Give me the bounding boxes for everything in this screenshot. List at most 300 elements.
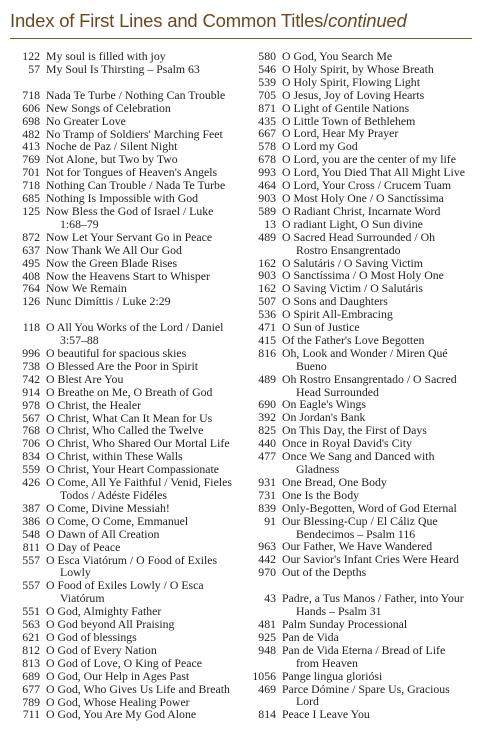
hymn-number: 482 xyxy=(22,126,40,141)
hymn-number: 685 xyxy=(22,191,40,206)
index-entry xyxy=(14,644,240,657)
hymn-title xyxy=(282,644,474,670)
index-entry xyxy=(14,360,240,373)
hymn-title xyxy=(46,115,240,128)
hymn-title-line: O Sacred Head Surrounded / Oh xyxy=(282,229,435,244)
hymn-title xyxy=(46,476,240,502)
hymn-title-continuation: from Heaven xyxy=(296,655,358,670)
hymn-title-line: Noche de Paz / Silent Night xyxy=(46,139,178,154)
index-entry xyxy=(250,476,474,489)
index-entry xyxy=(14,476,240,502)
hymn-title-line: O Dawn of All Creation xyxy=(46,526,160,541)
hymn-title-line: Nunc Dimíttis / Luke 2:29 xyxy=(46,294,171,309)
hymn-number: 996 xyxy=(22,346,40,361)
hymn-title xyxy=(282,334,474,347)
hymn-title-continuation: Bendecimos – Psalm 116 xyxy=(296,526,416,541)
index-entry xyxy=(14,244,240,257)
hymn-title-line: O Most Holy One / O Sanctíssima xyxy=(282,190,444,205)
hymn-title-line: O Christ, Who Called the Twelve xyxy=(46,423,204,438)
hymn-title xyxy=(46,644,240,657)
hymn-number: 811 xyxy=(22,539,40,554)
hymn-title-line: O Lord, Hear My Prayer xyxy=(282,126,399,141)
hymn-number: 118 xyxy=(22,320,40,335)
hymn-title-continuation: Bueno xyxy=(296,358,327,373)
index-entry xyxy=(14,554,240,580)
page-header xyxy=(10,0,472,39)
hymn-title-line: O Lord my God xyxy=(282,139,358,154)
hymn-title-line: O God beyond All Praising xyxy=(46,617,175,632)
hymn-title-line: Padre, a Tus Manos / Father, into Your xyxy=(282,591,464,606)
index-entry xyxy=(14,373,240,386)
hymn-title-line: O Christ, What Can It Mean for Us xyxy=(46,410,213,425)
hymn-number: 57 xyxy=(28,61,40,76)
hymn-title xyxy=(282,76,474,89)
index-entry xyxy=(250,618,474,631)
hymn-title-line: Oh, Look and Wonder / Miren Qué xyxy=(282,345,448,360)
hymn-number: 415 xyxy=(258,332,276,347)
hymn-title-line: O Sun of Justice xyxy=(282,320,360,335)
hymn-number: 705 xyxy=(258,87,276,102)
hymn-title-line: O Lord, You Died That All Might Live xyxy=(282,165,465,180)
hymn-number: 559 xyxy=(22,462,40,477)
hymn-number: 768 xyxy=(22,423,40,438)
hymn-number: 495 xyxy=(22,255,40,270)
hymn-number: 551 xyxy=(22,604,40,619)
hymn-number: 536 xyxy=(258,307,276,322)
index-entry xyxy=(14,657,240,670)
hymn-number: 13 xyxy=(264,216,276,231)
hymn-title-line: O Sanctíssima / O Most Holy One xyxy=(282,268,444,283)
hymn-title-line: O God, You Search Me xyxy=(282,49,393,63)
hymn-title xyxy=(282,102,474,115)
hymn-title xyxy=(282,592,474,618)
hymn-number: 839 xyxy=(258,500,276,515)
hymn-title-continuation: Viatórum xyxy=(60,591,105,606)
index-entry xyxy=(250,631,474,644)
hymn-number: 963 xyxy=(258,539,276,554)
hymn-number: 789 xyxy=(22,694,40,709)
index-entry xyxy=(14,502,240,515)
hymn-title-line: O Come, O Come, Emmanuel xyxy=(46,513,189,528)
hymn-title xyxy=(46,231,240,244)
hymn-title-line: O Day of Peace xyxy=(46,539,121,554)
hymn-title xyxy=(46,102,240,115)
hymn-number: 738 xyxy=(22,358,40,373)
index-entry xyxy=(250,450,474,476)
index-entry xyxy=(250,89,474,102)
index-entry xyxy=(14,63,240,76)
hymn-title xyxy=(46,554,240,580)
hymn-title xyxy=(46,541,240,554)
hymn-number: 557 xyxy=(22,578,40,593)
hymn-title-line: O God of blessings xyxy=(46,629,137,644)
hymn-number: 1056 xyxy=(252,668,276,683)
index-entry xyxy=(14,321,240,347)
index-entry xyxy=(14,670,240,683)
left-index-column xyxy=(14,50,240,721)
hymn-number: 125 xyxy=(22,203,40,218)
hymn-title-continuation: 1:68–79 xyxy=(60,216,99,231)
hymn-title-line: Our Father, We Have Wandered xyxy=(282,539,433,554)
hymn-title-line: Nada Te Turbe / Nothing Can Trouble xyxy=(46,87,226,102)
hymn-number: 489 xyxy=(258,229,276,244)
hymn-title xyxy=(46,657,240,670)
hymn-number: 701 xyxy=(22,165,40,180)
index-entry xyxy=(250,373,474,399)
hymn-number: 440 xyxy=(258,436,276,451)
hymn-title-line: Once We Sang and Danced with xyxy=(282,449,435,464)
hymn-title xyxy=(282,63,474,76)
hymn-number: 162 xyxy=(258,255,276,270)
hymn-number: 426 xyxy=(22,475,40,490)
hymn-number: 706 xyxy=(22,436,40,451)
hymn-number: 872 xyxy=(22,229,40,244)
hymn-title-line: O Salutáris / O Saving Victim xyxy=(282,255,423,270)
hymn-title xyxy=(46,347,240,360)
hymn-title-line: Now Bless the God of Israel / Luke xyxy=(46,203,214,218)
hymn-title-line: Pange lingua gloriósi xyxy=(282,668,383,683)
hymn-title-line: On Jordan's Bank xyxy=(282,410,366,425)
hymn-number: 489 xyxy=(258,371,276,386)
hymn-title-continuation: Head Surrounded xyxy=(296,384,379,399)
hymn-number: 548 xyxy=(22,526,40,541)
index-entry xyxy=(14,515,240,528)
index-entry xyxy=(14,579,240,605)
hymn-number: 563 xyxy=(22,617,40,632)
hymn-title-line: O Blessed Are the Poor in Spirit xyxy=(46,358,199,373)
hymn-number: 812 xyxy=(22,642,40,657)
hymn-title xyxy=(46,244,240,257)
hymn-title-continuation: Todos / Adéste Fidéles xyxy=(60,488,167,502)
hymn-title-line: Now the Heavens Start to Whisper xyxy=(46,268,210,283)
hymn-number: 677 xyxy=(22,681,40,696)
hymn-title-continuation: 3:57–88 xyxy=(60,333,99,348)
hymn-number: 903 xyxy=(258,268,276,283)
hymn-number: 931 xyxy=(258,474,276,489)
hymn-number: 970 xyxy=(258,565,276,580)
hymn-title xyxy=(46,502,240,515)
hymn-title-line: Out of the Depths xyxy=(282,565,367,580)
hymn-title xyxy=(282,489,474,502)
hymn-title-line: Now Thank We All Our God xyxy=(46,242,182,257)
hymn-title xyxy=(282,205,474,218)
hymn-title-line: O Esca Viatórum / O Food of Exiles xyxy=(46,552,218,567)
hymn-number: 43 xyxy=(264,591,276,606)
index-entry xyxy=(250,502,474,515)
hymn-title-line: On Eagle's Wings xyxy=(282,397,367,412)
hymn-title-line: O Come, Divine Messiah! xyxy=(46,500,170,515)
hymn-number: 816 xyxy=(258,345,276,360)
hymn-title-line: O beautiful for spacious skies xyxy=(46,346,187,361)
hymn-number: 718 xyxy=(22,87,40,102)
hymn-title-continuation: Lowly xyxy=(60,565,91,580)
hymn-title-continuation: Rostro Ensangrentado xyxy=(296,242,401,257)
hymn-number: 978 xyxy=(22,397,40,412)
hymn-title-continuation: Hands – Psalm 31 xyxy=(296,604,382,619)
hymn-title-line: O Jesus, Joy of Loving Hearts xyxy=(282,87,425,102)
right-index-column xyxy=(250,50,474,721)
hymn-number: 621 xyxy=(22,629,40,644)
hymn-number: 413 xyxy=(22,139,40,154)
hymn-title xyxy=(282,476,474,489)
index-entry xyxy=(250,192,474,205)
hymn-title xyxy=(46,360,240,373)
hymn-title-line: Now Let Your Servant Go in Peace xyxy=(46,229,213,244)
hymn-title xyxy=(282,231,474,257)
hymn-number: 871 xyxy=(258,100,276,115)
index-entry xyxy=(14,541,240,554)
hymn-title-line: Now the Green Blade Rises xyxy=(46,255,178,270)
index-entry xyxy=(250,231,474,257)
index-entry xyxy=(250,334,474,347)
index-entry xyxy=(250,566,474,579)
hymn-title xyxy=(46,631,240,644)
hymn-number: 481 xyxy=(258,616,276,631)
index-entry xyxy=(14,386,240,399)
page-title xyxy=(10,10,407,32)
index-entry xyxy=(250,708,474,721)
hymn-title-line: O Christ, Your Heart Compassionate xyxy=(46,462,220,477)
hymn-title xyxy=(282,708,474,721)
hymn-title-line: On This Day, the First of Days xyxy=(282,423,427,438)
hymn-title-line: O Lord, Your Cross / Crucem Tuam xyxy=(282,178,452,193)
hymn-title-line: Once in Royal David's City xyxy=(282,436,412,451)
hymn-title xyxy=(46,579,240,605)
hymn-number: 589 xyxy=(258,203,276,218)
index-entry xyxy=(250,50,474,63)
hymn-title-line: O Come, All Ye Faithful / Venid, Fieles xyxy=(46,475,232,490)
hymn-title xyxy=(282,631,474,644)
hymn-number: 814 xyxy=(258,707,276,722)
hymn-title-line: O Spirit All-Embracing xyxy=(282,307,393,322)
index-entry xyxy=(14,295,240,308)
index-entry xyxy=(14,231,240,244)
hymn-title xyxy=(46,683,240,696)
hymn-title-line: O Holy Spirit, by Whose Breath xyxy=(282,61,434,76)
hymn-number: 567 xyxy=(22,410,40,425)
hymn-number: 925 xyxy=(258,629,276,644)
hymn-number: 464 xyxy=(258,178,276,193)
hymn-number: 914 xyxy=(22,384,40,399)
hymn-title-line: Palm Sunday Processional xyxy=(282,616,408,631)
hymn-title-line: No Tramp of Soldiers' Marching Feet xyxy=(46,126,223,141)
hymn-title-line: O God, You Are My God Alone xyxy=(46,707,197,722)
hymn-title xyxy=(282,218,474,231)
hymn-title-line: O Christ, Who Shared Our Mortal Life xyxy=(46,436,230,451)
hymn-title-line: Not Alone, but Two by Two xyxy=(46,152,178,167)
hymn-number: 126 xyxy=(22,294,40,309)
hymn-number: 825 xyxy=(258,423,276,438)
title-main: Index of First Lines and Common Titles/ xyxy=(10,10,329,31)
hymn-number: 557 xyxy=(22,552,40,567)
hymn-number: 690 xyxy=(258,397,276,412)
hymn-number: 507 xyxy=(258,294,276,309)
hymn-title xyxy=(282,192,474,205)
hymn-title-line: O Sons and Daughters xyxy=(282,294,388,309)
index-entry xyxy=(250,102,474,115)
hymn-number: 469 xyxy=(258,681,276,696)
hymn-number: 637 xyxy=(22,242,40,257)
hymn-title-line: O God, Whose Healing Power xyxy=(46,694,190,709)
hymn-title-line: My Soul Is Thirsting – Psalm 63 xyxy=(46,61,200,76)
hymn-title xyxy=(46,399,240,412)
hymn-title-line: Nothing Can Trouble / Nada Te Turbe xyxy=(46,178,226,193)
hymn-title-line: Not for Tongues of Heaven's Angels xyxy=(46,165,218,180)
hymn-title xyxy=(282,347,474,373)
index-entry xyxy=(14,399,240,412)
hymn-title-line: Parce Dómine / Spare Us, Gracious xyxy=(282,681,450,696)
hymn-title-line: O Holy Spirit, Flowing Light xyxy=(282,74,420,89)
index-entry xyxy=(250,205,474,218)
hymn-title-line: O radiant Light, O Sun divine xyxy=(282,216,423,231)
hymn-number: 731 xyxy=(258,487,276,502)
hymn-number: 91 xyxy=(264,513,276,528)
hymn-number: 903 xyxy=(258,190,276,205)
hymn-title-line: Pan de Vida Eterna / Bread of Life xyxy=(282,642,446,657)
hymn-title-line: Of the Father's Love Begotten xyxy=(282,332,425,347)
index-entry xyxy=(250,218,474,231)
hymn-title-continuation: Lord xyxy=(296,694,319,709)
hymn-number: 813 xyxy=(22,655,40,670)
hymn-title-line: My soul is filled with joy xyxy=(46,49,166,63)
hymn-title xyxy=(46,528,240,541)
hymn-number: 678 xyxy=(258,152,276,167)
index-entry xyxy=(14,631,240,644)
hymn-title xyxy=(46,63,240,76)
hymn-number: 578 xyxy=(258,139,276,154)
hymn-title-line: Our Savior's Infant Cries Were Heard xyxy=(282,552,459,567)
hymn-title xyxy=(46,373,240,386)
hymn-title-line: Now We Remain xyxy=(46,281,127,296)
hymn-number: 435 xyxy=(258,113,276,128)
hymn-title-line: New Songs of Celebration xyxy=(46,100,171,115)
hymn-number: 387 xyxy=(22,500,40,515)
hymn-title-line: Oh Rostro Ensangrentado / O Sacred xyxy=(282,371,457,386)
index-entry xyxy=(250,515,474,541)
hymn-title xyxy=(282,566,474,579)
hymn-number: 392 xyxy=(258,410,276,425)
hymn-number: 711 xyxy=(22,707,40,722)
hymn-number: 162 xyxy=(258,281,276,296)
hymn-title xyxy=(46,257,240,270)
hymn-title-line: O All You Works of the Lord / Daniel xyxy=(46,320,224,335)
hymn-number: 386 xyxy=(22,513,40,528)
hymn-number: 764 xyxy=(22,281,40,296)
hymn-title-line: O God, Our Help in Ages Past xyxy=(46,668,190,683)
index-entry xyxy=(250,489,474,502)
index-entry xyxy=(14,347,240,360)
hymn-title xyxy=(46,515,240,528)
hymn-title xyxy=(282,515,474,541)
index-entry xyxy=(14,102,240,115)
hymn-title xyxy=(282,89,474,102)
index-entry xyxy=(250,63,474,76)
hymn-title xyxy=(46,386,240,399)
hymn-title-line: Peace I Leave You xyxy=(282,707,370,722)
hymn-title xyxy=(282,450,474,476)
hymn-title-line: One Is the Body xyxy=(282,487,359,502)
index-entry xyxy=(14,115,240,128)
hymn-title-line: O Breathe on Me, O Breath of God xyxy=(46,384,213,399)
hymn-number: 408 xyxy=(22,268,40,283)
hymn-title xyxy=(46,295,240,308)
hymn-title-line: O God of Love, O King of Peace xyxy=(46,655,202,670)
hymn-number: 442 xyxy=(258,552,276,567)
hymn-title-line: O Food of Exiles Lowly / O Esca xyxy=(46,578,204,593)
hymn-title xyxy=(46,670,240,683)
hymn-title xyxy=(46,321,240,347)
index-entry xyxy=(14,257,240,270)
hymn-title xyxy=(46,708,240,721)
hymn-number: 769 xyxy=(22,152,40,167)
index-entry xyxy=(14,708,240,721)
hymn-title xyxy=(282,373,474,399)
hymn-title xyxy=(282,502,474,515)
hymn-title-line: O Christ, the Healer xyxy=(46,397,142,412)
hymn-title-line: Only-Begotten, Word of God Eternal xyxy=(282,500,457,515)
index-entry xyxy=(250,670,474,683)
index-entry xyxy=(14,89,240,102)
index-entry xyxy=(250,347,474,373)
hymn-title-line: No Greater Love xyxy=(46,113,126,128)
hymn-title-line: O God, Who Gives Us Life and Breath xyxy=(46,681,230,696)
hymn-title-line: O Christ, within These Walls xyxy=(46,449,183,464)
hymn-title xyxy=(46,89,240,102)
hymn-number: 477 xyxy=(258,449,276,464)
hymn-title xyxy=(46,50,240,63)
hymn-number: 948 xyxy=(258,642,276,657)
hymn-number: 539 xyxy=(258,74,276,89)
hymn-title xyxy=(282,618,474,631)
hymn-title-line: Our Blessing-Cup / El Cáliz Que xyxy=(282,513,438,528)
hymn-number: 471 xyxy=(258,320,276,335)
hymn-number: 698 xyxy=(22,113,40,128)
hymn-number: 689 xyxy=(22,668,40,683)
index-entry xyxy=(14,205,240,231)
hymn-title-line: O Little Town of Bethlehem xyxy=(282,113,416,128)
hymn-title-line: O Lord, you are the center of my life xyxy=(282,152,456,167)
hymn-title-line: Pan de Vida xyxy=(282,629,339,644)
hymn-title xyxy=(282,670,474,683)
hymn-title-line: Nothing Is Impossible with God xyxy=(46,191,199,206)
hymn-number: 580 xyxy=(258,49,276,63)
hymn-title xyxy=(282,683,474,709)
hymn-number: 993 xyxy=(258,165,276,180)
index-entry xyxy=(250,683,474,709)
title-continued: continued xyxy=(328,10,407,31)
hymn-title-line: O Light of Gentile Nations xyxy=(282,100,410,115)
hymn-number: 546 xyxy=(258,61,276,76)
hymn-title xyxy=(282,321,474,334)
hymn-title xyxy=(282,50,474,63)
index-entry xyxy=(250,644,474,670)
hymn-title-line: O Saving Victim / O Salutáris xyxy=(282,281,423,296)
hymn-number: 122 xyxy=(22,49,40,63)
hymn-number: 718 xyxy=(22,178,40,193)
hymn-title-line: O Blest Are You xyxy=(46,371,124,386)
hymn-number: 606 xyxy=(22,100,40,115)
index-entry xyxy=(250,592,474,618)
hymn-title-line: One Bread, One Body xyxy=(282,474,387,489)
hymn-number: 742 xyxy=(22,371,40,386)
index-entry xyxy=(14,528,240,541)
hymn-title-continuation: Gladness xyxy=(296,462,340,476)
hymn-title-line: O God, Almighty Father xyxy=(46,604,162,619)
hymn-title-line: O God of Every Nation xyxy=(46,642,157,657)
index-entry xyxy=(14,683,240,696)
hymn-title-line: O Radiant Christ, Incarnate Word xyxy=(282,203,441,218)
hymn-number: 667 xyxy=(258,126,276,141)
